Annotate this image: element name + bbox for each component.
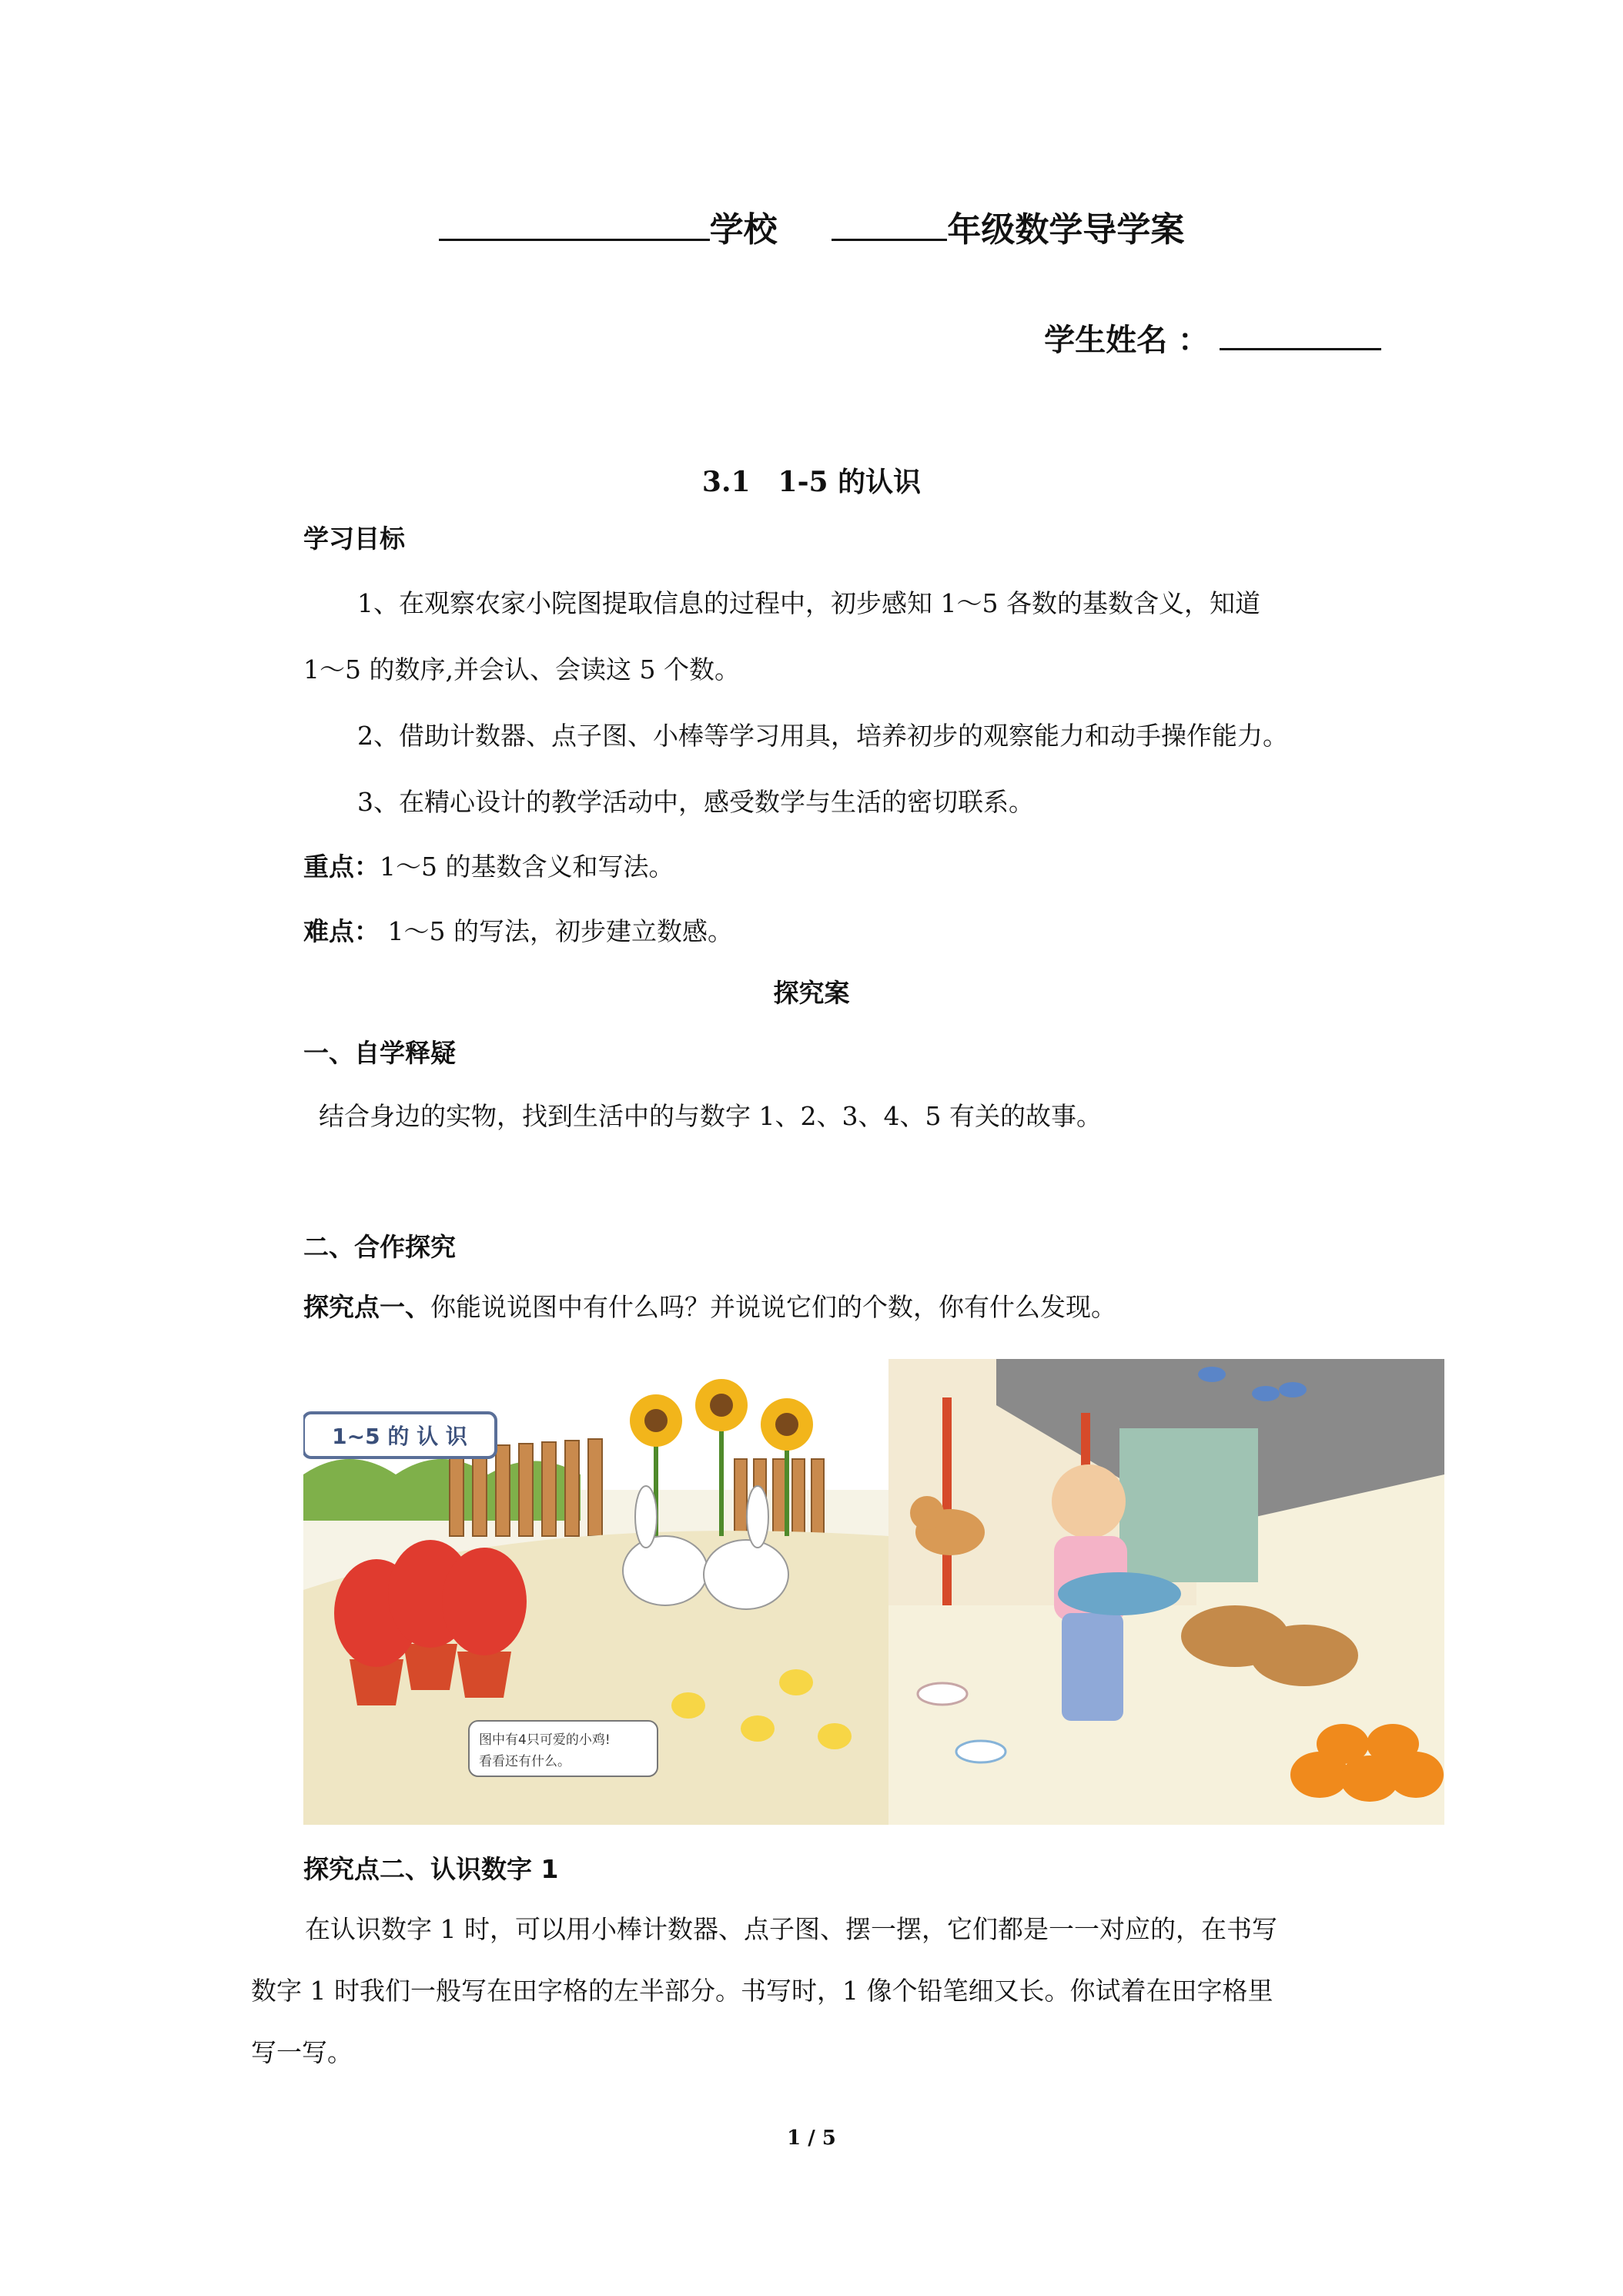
point2-line-3: 写一写。 (251, 2037, 353, 2067)
difficult-point (303, 916, 1381, 947)
objective-1b: 1～5 的数序,并会认、会读这 5 个数。 (303, 654, 740, 684)
page-number: 1 / 5 (787, 2127, 836, 2150)
school-blank[interactable] (439, 209, 710, 241)
objective-1a: 1、在观察农家小院图提取信息的过程中，初步感知 1～5 各数的基数含义，知道 (357, 588, 1260, 618)
inquiry-title: 探究案 (773, 978, 850, 1008)
point2-heading: 探究点二、认识数字 1 (303, 1854, 559, 1884)
grade-blank[interactable] (832, 209, 947, 241)
key-point-text: 1～5 的基数含义和写法。 (380, 852, 674, 882)
school-suffix: 学校 (709, 210, 778, 249)
point1-label: 探究点一、 (303, 1292, 430, 1322)
objective-2: 2、借助计数器、点子图、小棒等学习用具，培养初步的观察能力和动手操作能力。 (357, 721, 1288, 751)
difficult-point-label: 难点： (303, 916, 380, 946)
point1-row (303, 1292, 1381, 1323)
worksheet-title (0, 202, 1623, 251)
bubble-line-2: 看看还有什么。 (479, 1754, 571, 1769)
point2-line-1: 在认识数字 1 时，可以用小棒计数器、点子图、摆一摆，它们都是一一对应的，在书写 (305, 1914, 1277, 1944)
illustration-sign-text: 1~5 的 认 识 (332, 1424, 467, 1449)
point1-text: 你能说说图中有什么吗？并说说它们的个数，你有什么发现。 (430, 1292, 1116, 1322)
section1-heading: 一、自学释疑 (303, 1038, 456, 1068)
difficult-point-text: 1～5 的写法，初步建立数感。 (380, 916, 733, 946)
lesson-title: 3.1 1-5 的认识 (701, 466, 922, 498)
key-point (303, 852, 1381, 882)
point2-line-2: 数字 1 时我们一般写在田字格的左半部分。书写时，1 像个铅笔细又长。你试着在田字格里 (251, 1976, 1273, 2006)
bubble-line-1: 图中有4只可爱的小鸡! (479, 1732, 611, 1748)
student-name-label: 学生姓名 ： (1044, 323, 1210, 358)
farmyard-picture (303, 1359, 1444, 1825)
key-point-label: 重点： (303, 852, 380, 882)
objective-3: 3、在精心设计的教学活动中，感受数学与生活的密切联系。 (357, 787, 1034, 817)
section2-heading: 二、合作探究 (303, 1232, 456, 1262)
section1-text: 结合身边的实物，找到生活中的与数字 1、2、3、4、5 有关的故事。 (319, 1101, 1102, 1131)
farmyard-illustration (303, 1359, 1444, 1825)
student-name-blank[interactable] (1220, 319, 1381, 350)
student-name-row (1044, 316, 1381, 360)
grade-suffix: 年级数学导学案 (947, 210, 1185, 249)
objectives-heading: 学习目标 (303, 524, 405, 554)
